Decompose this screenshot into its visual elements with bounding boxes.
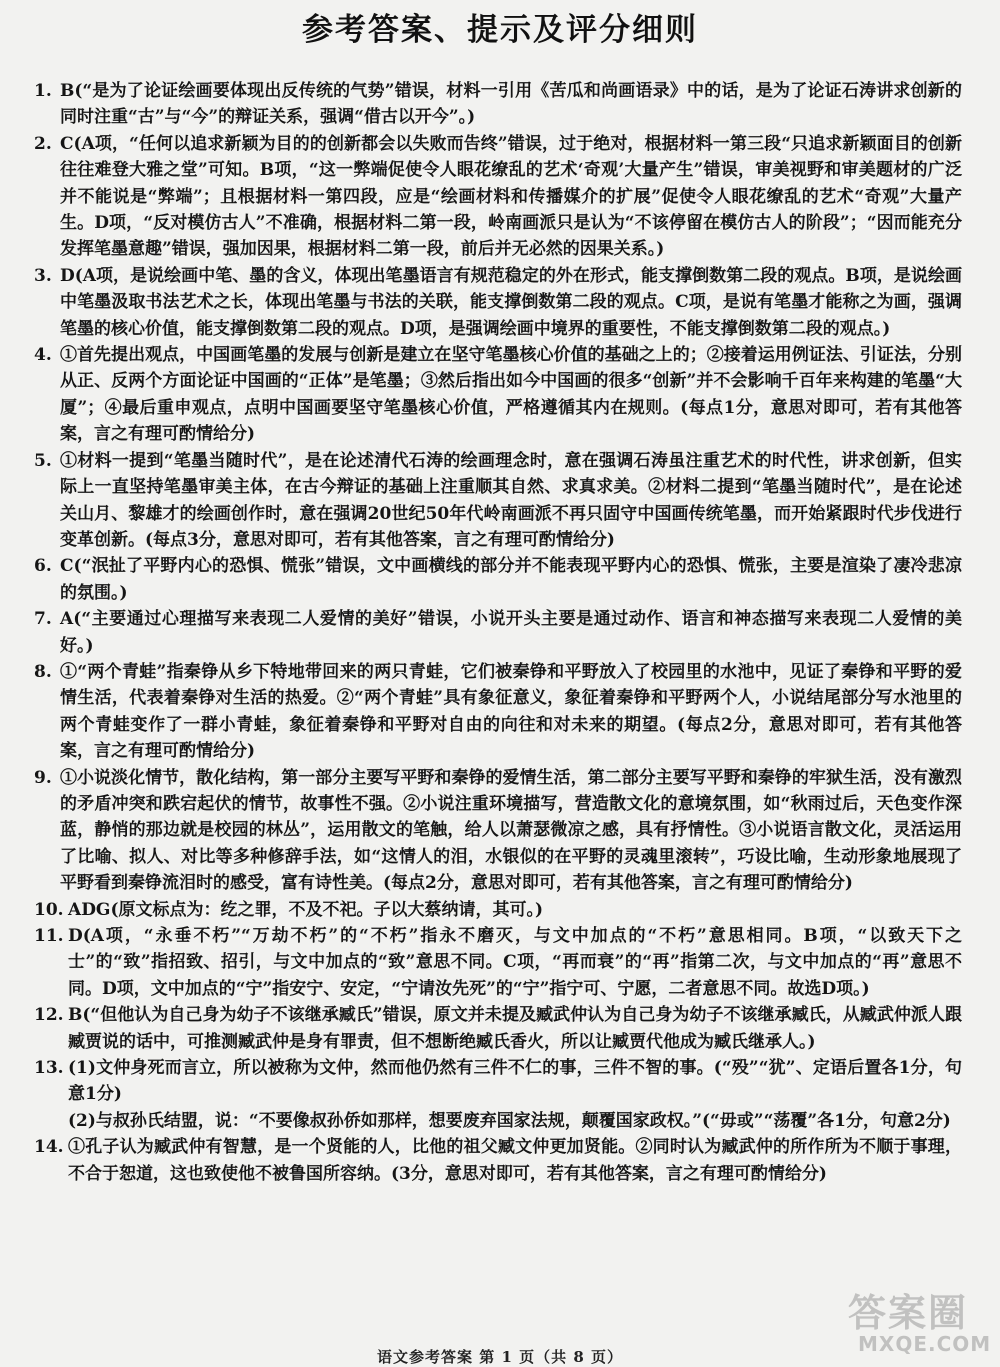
item-text: ①首先提出观点，中国画笔墨的发展与创新是建立在坚守笔墨核心价值的基础之上的；②接着运用例证法、引证法，分别从正、反两个方面论证中国画的“正体”是笔墨；③然后指出如今中国画的很多“创新”并不会影响千百年来构建的笔墨“大厦”；④最后重申观点，点明中国画要坚守笔墨核心价值，严格遵循其内在规则。(每点1分，意思对即可，若有其他答案，言之有理可酌情给分)	[60, 345, 962, 445]
item-text-part-1: (1)文仲身死而言立，所以被称为文仲，然而他仍然有三件不仁的事，三件不智的事。(“殁”“犹”、定语后置各1分，句意1分)	[68, 1058, 962, 1105]
item-number: 1.	[34, 81, 52, 101]
item-number: 14.	[34, 1137, 64, 1158]
answer-item-3	[34, 263, 962, 342]
item-number: 2.	[34, 133, 52, 154]
item-text: C(A项，“任何以追求新颖为目的的创新都会以失败而告终”错误，过于绝对，根据材料一第三段“只追求新颖面目的创新往往难登大雅之堂”可知。B项，“这一弊端促使令人眼花缭乱的艺术‘奇观’大量产生”错误，审美视野和审美题材的广泛并不能说是“弊端”；且根据材料一第四段，应是“绘画材料和传播媒介的扩展”促使令人眼花缭乱的艺术“奇观”大量产生。D项，“反对模仿古人”不准确，根据材料二第一段，岭南画派只是认为“不该停留在模仿古人的阶段”；“因而能充分发挥笔墨意趣”错误，强加因果，根据材料二第一段，前后并无必然的因果关系。)	[60, 133, 962, 260]
answer-item-5	[34, 448, 962, 554]
item-number: 11.	[34, 926, 64, 946]
item-text: D(A项，是说绘画中笔、墨的含义，体现出笔墨语言有规范稳定的外在形式，能支撑倒数第二段的观点。B项，是说绘画中笔墨汲取书法艺术之长，体现出笔墨与书法的关联，能支撑倒数第二段的观点。C项，是说有笔墨才能称之为画，强调笔墨的核心价值，能支撑倒数第二段的观点。D项，是强调绘画中境界的重要性，不能支撑倒数第二段的观点。)	[60, 265, 962, 339]
item-text: ①“两个青蛙”指秦铮从乡下特地带回来的两只青蛙，它们被秦铮和平野放入了校园里的水池中，见证了秦铮和平野的爱情生活，代表着秦铮对生活的热爱。②“两个青蛙”具有象征意义，象征着秦铮和平野两个人，小说结尾部分写水池里的两个青蛙变作了一群小青蛙，象征着秦铮和平野对自由的向往和对未来的期望。(每点2分，意思对即可，若有其他答案，言之有理可酌情给分)	[60, 661, 962, 762]
item-text: A(“主要通过心理描写来表现二人爱情的美好”错误，小说开头主要是通过动作、语言和神态描写来表现二人爱情的美好。)	[60, 609, 962, 656]
answer-item-1	[34, 78, 962, 131]
item-number: 3.	[34, 265, 52, 286]
answer-list	[34, 78, 962, 1187]
item-text-part-2: (2)与叔孙氏结盟，说：“不要像叔孙侨如那样，想要废弃国家法规，颠覆国家政权。”(“毋或”“荡覆”各1分，句意2分)	[68, 1110, 951, 1131]
item-number: 9.	[34, 767, 52, 788]
item-number: 8.	[34, 661, 52, 682]
answer-item-13	[34, 1055, 962, 1134]
item-number: 5.	[34, 450, 52, 471]
answer-item-11	[34, 923, 962, 1002]
page-title: 参考答案、提示及评分细则	[302, 12, 698, 48]
item-text: ADG(原文标点为：纥之罪，不及不祀。子以大蔡纳请，其可。)	[68, 899, 544, 920]
answer-item-2	[34, 131, 962, 263]
item-text: C(“泯扯了平野内心的恐惧、慌张”错误，文中画横线的部分并不能表现平野内心的恐惧、慌张，主要是渲染了凄冷悲凉的氛围。)	[60, 556, 962, 603]
answer-item-4	[34, 342, 962, 448]
watermark-main-text: 答案圈	[848, 1291, 969, 1335]
item-number: 12.	[34, 1005, 64, 1026]
answer-item-6	[34, 553, 962, 606]
item-text: B(“是为了论证绘画要体现出反传统的气势”错误，材料一引用《苦瓜和尚画语录》中的话，是为了论证石涛讲求创新的同时注重“古”与“今”的辩证关系，强调“借古以开今”。)	[60, 81, 962, 128]
answer-item-8	[34, 659, 962, 765]
item-text: ①材料一提到“笔墨当随时代”，是在论述清代石涛的绘画理念时，意在强调石涛虽注重艺术的时代性，讲求创新，但实际上一直坚持笔墨审美主体，在古今辩证的基础上注重顺其自然、求真求美。②材料二提到“笔墨当随时代”，是在论述关山月、黎雄才的绘画创作时，意在强调20世纪50年代岭南画派不再只固守中国画传统笔墨，而开始紧跟时代步伐进行变革创新。(每点3分，意思对即可，若有其他答案，言之有理可酌情给分)	[60, 450, 962, 550]
item-number: 13.	[34, 1058, 64, 1079]
item-text: ①小说淡化情节，散化结构，第一部分主要写平野和秦铮的爱情生活，第二部分主要写平野和秦铮的牢狱生活，没有激烈的矛盾冲突和跌宕起伏的情节，故事性不强。②小说注重环境描写，营造散文化的意境氛围，如“秋雨过后，天色变作深蓝，静悄的那边就是校园的林丛”，运用散文的笔触，给人以萧瑟微凉之感，具有抒情性。③小说语言散文化，灵活运用了比喻、拟人、对比等多种修辞手法，如“这情人的泪，水银似的在平野的灵魂里滚转”，巧设比喻，生动形象地展现了平野看到秦铮流泪时的感受，富有诗性美。(每点2分，意思对即可，若有其他答案，言之有理可酌情给分)	[60, 767, 962, 894]
item-number: 4.	[34, 345, 52, 366]
item-text: ①孔子认为臧武仲有智慧，是一个贤能的人，比他的祖父臧文仲更加贤能。②同时认为臧武仲的所作所为不顺于事理，不合于恕道，这也致使他不被鲁国所容纳。(3分，意思对即可，若有其他答案，言之有理可酌情给分)	[68, 1137, 962, 1184]
answer-item-10	[34, 897, 962, 923]
answer-item-9	[34, 765, 962, 897]
item-text: B(“但他认为自己身为幼子不该继承臧氏”错误，原文并未提及臧武仲认为自己身为幼子不该继承臧氏，从臧武仲派人跟臧贾说的话中，可推测臧武仲是身有罪责，但不想断绝臧氏香火，所以让臧贾代他成为臧氏继承人。)	[68, 1005, 962, 1052]
item-text: D(A项，“永垂不朽”“万劫不朽”的“不朽”指永不磨灭，与文中加点的“不朽”意思相同。B项，“以致天下之士”的“致”指招致、招引，与文中加点的“致”意思不同。C项，“再而衰”的“再”指第二次，与文中加点的“再”意思不同。D项，文中加点的“宁”指安宁、安定，“宁请汝先死”的“宁”指宁可、宁愿，二者意思不同。故选D项。)	[68, 926, 962, 999]
page-footer: 语文参考答案 第 1 页（共 8 页）	[377, 1348, 623, 1366]
answer-item-7	[34, 606, 962, 659]
item-number: 7.	[34, 609, 52, 630]
item-number: 6.	[34, 556, 52, 577]
item-number: 10.	[34, 899, 64, 920]
answer-item-12	[34, 1002, 962, 1055]
watermark-sub-text: MXQE.COM	[858, 1332, 992, 1356]
answer-item-14	[34, 1134, 962, 1187]
